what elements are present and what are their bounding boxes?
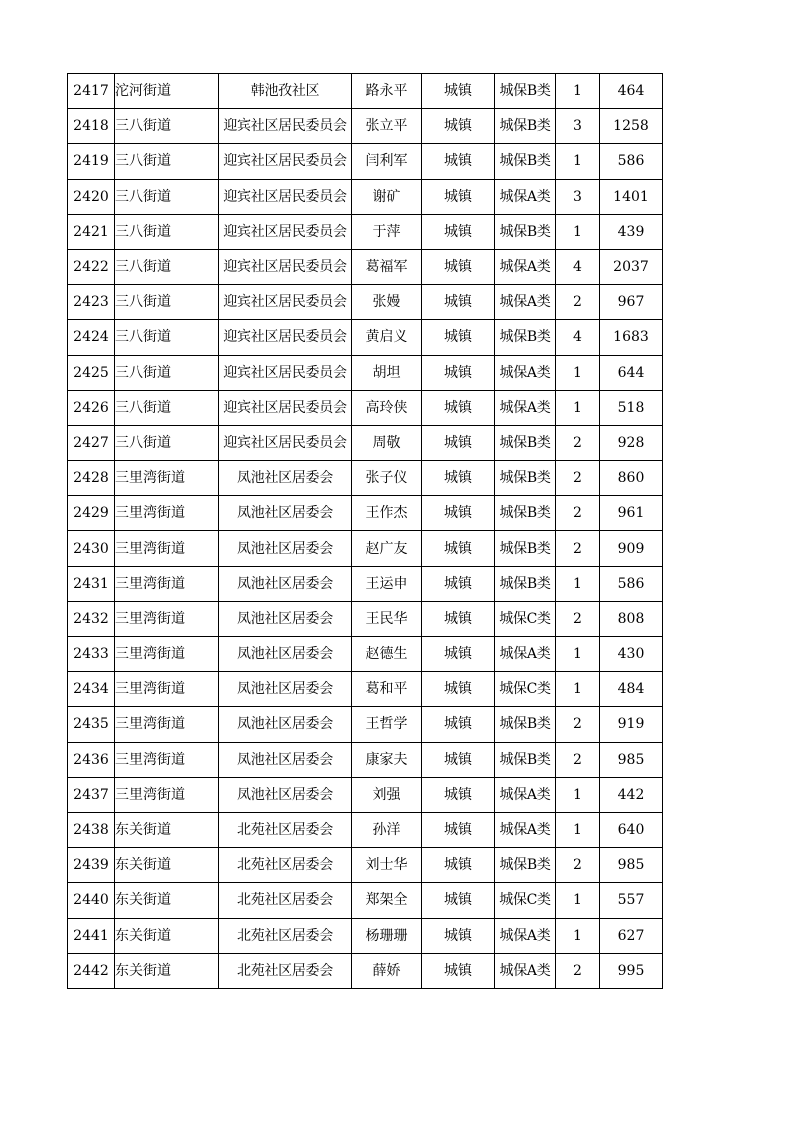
table-row	[68, 918, 663, 953]
insurance-category-cell: 城保B类	[495, 707, 556, 742]
amount-cell: 985	[600, 742, 663, 777]
record-id-cell: 2419	[68, 144, 115, 179]
table-row	[68, 672, 663, 707]
amount-cell: 961	[600, 496, 663, 531]
street-name-cell: 三八街道	[115, 214, 219, 249]
record-id-cell: 2425	[68, 355, 115, 390]
record-id-cell: 2426	[68, 390, 115, 425]
community-name-cell: 凤池社区居委会	[219, 672, 352, 707]
household-count-cell: 2	[556, 531, 600, 566]
insurance-category-cell: 城保A类	[495, 637, 556, 672]
record-id-cell: 2441	[68, 918, 115, 953]
person-name-cell: 胡坦	[352, 355, 422, 390]
household-count-cell: 1	[556, 918, 600, 953]
table-row	[68, 214, 663, 249]
street-name-cell: 三里湾街道	[115, 672, 219, 707]
street-name-cell: 东关街道	[115, 812, 219, 847]
community-name-cell: 迎宾社区居民委员会	[219, 285, 352, 320]
record-id-cell: 2418	[68, 109, 115, 144]
table-row	[68, 777, 663, 812]
record-id-cell: 2417	[68, 74, 115, 109]
community-name-cell: 迎宾社区居民委员会	[219, 144, 352, 179]
household-count-cell: 2	[556, 848, 600, 883]
household-count-cell: 3	[556, 109, 600, 144]
insurance-category-cell: 城保B类	[495, 461, 556, 496]
insurance-category-cell: 城保C类	[495, 883, 556, 918]
household-count-cell: 2	[556, 953, 600, 988]
table-row	[68, 953, 663, 988]
household-count-cell: 2	[556, 742, 600, 777]
amount-cell: 808	[600, 601, 663, 636]
insurance-category-cell: 城保C类	[495, 601, 556, 636]
person-name-cell: 王运申	[352, 566, 422, 601]
household-count-cell: 1	[556, 390, 600, 425]
person-name-cell: 刘强	[352, 777, 422, 812]
household-count-cell: 2	[556, 285, 600, 320]
insurance-category-cell: 城保B类	[495, 214, 556, 249]
household-count-cell: 1	[556, 355, 600, 390]
street-name-cell: 东关街道	[115, 883, 219, 918]
community-name-cell: 迎宾社区居民委员会	[219, 320, 352, 355]
household-count-cell: 4	[556, 320, 600, 355]
area-type-cell: 城镇	[422, 249, 495, 284]
area-type-cell: 城镇	[422, 496, 495, 531]
community-name-cell: 凤池社区居委会	[219, 531, 352, 566]
household-count-cell: 3	[556, 179, 600, 214]
area-type-cell: 城镇	[422, 285, 495, 320]
community-name-cell: 北苑社区居委会	[219, 848, 352, 883]
table-row	[68, 320, 663, 355]
amount-cell: 2037	[600, 249, 663, 284]
area-type-cell: 城镇	[422, 742, 495, 777]
amount-cell: 985	[600, 848, 663, 883]
person-name-cell: 杨珊珊	[352, 918, 422, 953]
street-name-cell: 三八街道	[115, 109, 219, 144]
insurance-category-cell: 城保B类	[495, 144, 556, 179]
household-count-cell: 1	[556, 74, 600, 109]
area-type-cell: 城镇	[422, 601, 495, 636]
record-id-cell: 2431	[68, 566, 115, 601]
street-name-cell: 三里湾街道	[115, 777, 219, 812]
insurance-category-cell: 城保B类	[495, 109, 556, 144]
community-name-cell: 迎宾社区居民委员会	[219, 355, 352, 390]
person-name-cell: 路永平	[352, 74, 422, 109]
table-row	[68, 425, 663, 460]
area-type-cell: 城镇	[422, 355, 495, 390]
record-id-cell: 2432	[68, 601, 115, 636]
street-name-cell: 三八街道	[115, 355, 219, 390]
table-row	[68, 74, 663, 109]
community-name-cell: 迎宾社区居民委员会	[219, 249, 352, 284]
area-type-cell: 城镇	[422, 672, 495, 707]
table-row	[68, 566, 663, 601]
community-name-cell: 北苑社区居委会	[219, 883, 352, 918]
community-name-cell: 迎宾社区居民委员会	[219, 109, 352, 144]
record-id-cell: 2440	[68, 883, 115, 918]
person-name-cell: 王哲学	[352, 707, 422, 742]
insurance-category-cell: 城保B类	[495, 496, 556, 531]
person-name-cell: 张子仪	[352, 461, 422, 496]
table-row	[68, 355, 663, 390]
area-type-cell: 城镇	[422, 320, 495, 355]
amount-cell: 518	[600, 390, 663, 425]
street-name-cell: 三里湾街道	[115, 566, 219, 601]
person-name-cell: 康家夫	[352, 742, 422, 777]
table-row	[68, 249, 663, 284]
record-id-cell: 2423	[68, 285, 115, 320]
household-count-cell: 1	[556, 214, 600, 249]
table-row	[68, 390, 663, 425]
community-name-cell: 凤池社区居委会	[219, 566, 352, 601]
record-id-cell: 2428	[68, 461, 115, 496]
person-name-cell: 赵德生	[352, 637, 422, 672]
household-count-cell: 1	[556, 883, 600, 918]
community-name-cell: 凤池社区居委会	[219, 707, 352, 742]
insurance-category-cell: 城保A类	[495, 777, 556, 812]
table-row	[68, 883, 663, 918]
record-id-cell: 2438	[68, 812, 115, 847]
community-name-cell: 凤池社区居委会	[219, 461, 352, 496]
amount-cell: 860	[600, 461, 663, 496]
amount-cell: 1683	[600, 320, 663, 355]
amount-cell: 484	[600, 672, 663, 707]
area-type-cell: 城镇	[422, 883, 495, 918]
area-type-cell: 城镇	[422, 425, 495, 460]
area-type-cell: 城镇	[422, 461, 495, 496]
community-name-cell: 凤池社区居委会	[219, 777, 352, 812]
insurance-category-cell: 城保B类	[495, 320, 556, 355]
street-name-cell: 三八街道	[115, 425, 219, 460]
record-id-cell: 2424	[68, 320, 115, 355]
street-name-cell: 三八街道	[115, 249, 219, 284]
street-name-cell: 东关街道	[115, 953, 219, 988]
person-name-cell: 葛和平	[352, 672, 422, 707]
insurance-category-cell: 城保C类	[495, 672, 556, 707]
person-name-cell: 郑架全	[352, 883, 422, 918]
insurance-category-cell: 城保B类	[495, 425, 556, 460]
person-name-cell: 刘士华	[352, 848, 422, 883]
street-name-cell: 三里湾街道	[115, 637, 219, 672]
insurance-category-cell: 城保B类	[495, 531, 556, 566]
street-name-cell: 沱河街道	[115, 74, 219, 109]
household-count-cell: 4	[556, 249, 600, 284]
insurance-category-cell: 城保B类	[495, 848, 556, 883]
community-name-cell: 凤池社区居委会	[219, 601, 352, 636]
record-id-cell: 2433	[68, 637, 115, 672]
insurance-category-cell: 城保A类	[495, 812, 556, 847]
street-name-cell: 三八街道	[115, 320, 219, 355]
table-row	[68, 461, 663, 496]
person-name-cell: 孙洋	[352, 812, 422, 847]
amount-cell: 928	[600, 425, 663, 460]
household-count-cell: 1	[556, 637, 600, 672]
record-id-cell: 2437	[68, 777, 115, 812]
person-name-cell: 谢矿	[352, 179, 422, 214]
table-row	[68, 812, 663, 847]
table-row	[68, 742, 663, 777]
person-name-cell: 于萍	[352, 214, 422, 249]
household-count-cell: 2	[556, 496, 600, 531]
household-count-cell: 1	[556, 672, 600, 707]
person-name-cell: 张嫚	[352, 285, 422, 320]
person-name-cell: 葛福军	[352, 249, 422, 284]
area-type-cell: 城镇	[422, 812, 495, 847]
community-name-cell: 北苑社区居委会	[219, 953, 352, 988]
street-name-cell: 三八街道	[115, 179, 219, 214]
street-name-cell: 东关街道	[115, 848, 219, 883]
amount-cell: 640	[600, 812, 663, 847]
area-type-cell: 城镇	[422, 179, 495, 214]
amount-cell: 1258	[600, 109, 663, 144]
area-type-cell: 城镇	[422, 566, 495, 601]
record-id-cell: 2442	[68, 953, 115, 988]
person-name-cell: 闫利军	[352, 144, 422, 179]
household-count-cell: 2	[556, 707, 600, 742]
amount-cell: 967	[600, 285, 663, 320]
person-name-cell: 周敬	[352, 425, 422, 460]
record-id-cell: 2434	[68, 672, 115, 707]
record-id-cell: 2420	[68, 179, 115, 214]
table-row	[68, 109, 663, 144]
community-name-cell: 迎宾社区居民委员会	[219, 214, 352, 249]
table-row	[68, 285, 663, 320]
records-body	[68, 74, 663, 989]
record-id-cell: 2436	[68, 742, 115, 777]
person-name-cell: 王民华	[352, 601, 422, 636]
amount-cell: 627	[600, 918, 663, 953]
household-count-cell: 1	[556, 566, 600, 601]
area-type-cell: 城镇	[422, 74, 495, 109]
street-name-cell: 三里湾街道	[115, 531, 219, 566]
person-name-cell: 王作杰	[352, 496, 422, 531]
insurance-category-cell: 城保A类	[495, 355, 556, 390]
street-name-cell: 三里湾街道	[115, 742, 219, 777]
amount-cell: 442	[600, 777, 663, 812]
area-type-cell: 城镇	[422, 214, 495, 249]
community-name-cell: 迎宾社区居民委员会	[219, 425, 352, 460]
area-type-cell: 城镇	[422, 144, 495, 179]
person-name-cell: 赵广友	[352, 531, 422, 566]
household-count-cell: 2	[556, 601, 600, 636]
area-type-cell: 城镇	[422, 531, 495, 566]
street-name-cell: 三里湾街道	[115, 707, 219, 742]
record-id-cell: 2422	[68, 249, 115, 284]
person-name-cell: 高玲侠	[352, 390, 422, 425]
insurance-category-cell: 城保B类	[495, 74, 556, 109]
amount-cell: 464	[600, 74, 663, 109]
street-name-cell: 三八街道	[115, 285, 219, 320]
insurance-category-cell: 城保A类	[495, 179, 556, 214]
table-row	[68, 601, 663, 636]
insurance-category-cell: 城保A类	[495, 918, 556, 953]
community-name-cell: 凤池社区居委会	[219, 496, 352, 531]
amount-cell: 1401	[600, 179, 663, 214]
insurance-category-cell: 城保A类	[495, 249, 556, 284]
record-id-cell: 2439	[68, 848, 115, 883]
table-row	[68, 144, 663, 179]
amount-cell: 430	[600, 637, 663, 672]
records-table	[67, 73, 663, 989]
record-id-cell: 2430	[68, 531, 115, 566]
amount-cell: 995	[600, 953, 663, 988]
area-type-cell: 城镇	[422, 848, 495, 883]
record-id-cell: 2427	[68, 425, 115, 460]
street-name-cell: 三八街道	[115, 144, 219, 179]
insurance-category-cell: 城保A类	[495, 953, 556, 988]
table-row	[68, 707, 663, 742]
community-name-cell: 北苑社区居委会	[219, 918, 352, 953]
table-row	[68, 637, 663, 672]
table-row	[68, 848, 663, 883]
insurance-category-cell: 城保B类	[495, 742, 556, 777]
amount-cell: 586	[600, 566, 663, 601]
amount-cell: 909	[600, 531, 663, 566]
insurance-category-cell: 城保A类	[495, 390, 556, 425]
household-count-cell: 2	[556, 425, 600, 460]
area-type-cell: 城镇	[422, 390, 495, 425]
area-type-cell: 城镇	[422, 109, 495, 144]
area-type-cell: 城镇	[422, 953, 495, 988]
street-name-cell: 三里湾街道	[115, 601, 219, 636]
amount-cell: 644	[600, 355, 663, 390]
area-type-cell: 城镇	[422, 637, 495, 672]
street-name-cell: 东关街道	[115, 918, 219, 953]
person-name-cell: 张立平	[352, 109, 422, 144]
household-count-cell: 1	[556, 777, 600, 812]
household-count-cell: 1	[556, 812, 600, 847]
amount-cell: 919	[600, 707, 663, 742]
record-id-cell: 2421	[68, 214, 115, 249]
street-name-cell: 三里湾街道	[115, 496, 219, 531]
area-type-cell: 城镇	[422, 918, 495, 953]
insurance-category-cell: 城保A类	[495, 285, 556, 320]
person-name-cell: 黄启义	[352, 320, 422, 355]
insurance-category-cell: 城保B类	[495, 566, 556, 601]
community-name-cell: 迎宾社区居民委员会	[219, 179, 352, 214]
street-name-cell: 三八街道	[115, 390, 219, 425]
record-id-cell: 2429	[68, 496, 115, 531]
community-name-cell: 凤池社区居委会	[219, 637, 352, 672]
community-name-cell: 凤池社区居委会	[219, 742, 352, 777]
community-name-cell: 韩池孜社区	[219, 74, 352, 109]
amount-cell: 439	[600, 214, 663, 249]
household-count-cell: 1	[556, 144, 600, 179]
amount-cell: 557	[600, 883, 663, 918]
community-name-cell: 迎宾社区居民委员会	[219, 390, 352, 425]
street-name-cell: 三里湾街道	[115, 461, 219, 496]
record-id-cell: 2435	[68, 707, 115, 742]
amount-cell: 586	[600, 144, 663, 179]
table-row	[68, 531, 663, 566]
table-row	[68, 496, 663, 531]
community-name-cell: 北苑社区居委会	[219, 812, 352, 847]
table-row	[68, 179, 663, 214]
household-count-cell: 2	[556, 461, 600, 496]
person-name-cell: 薛娇	[352, 953, 422, 988]
area-type-cell: 城镇	[422, 707, 495, 742]
area-type-cell: 城镇	[422, 777, 495, 812]
